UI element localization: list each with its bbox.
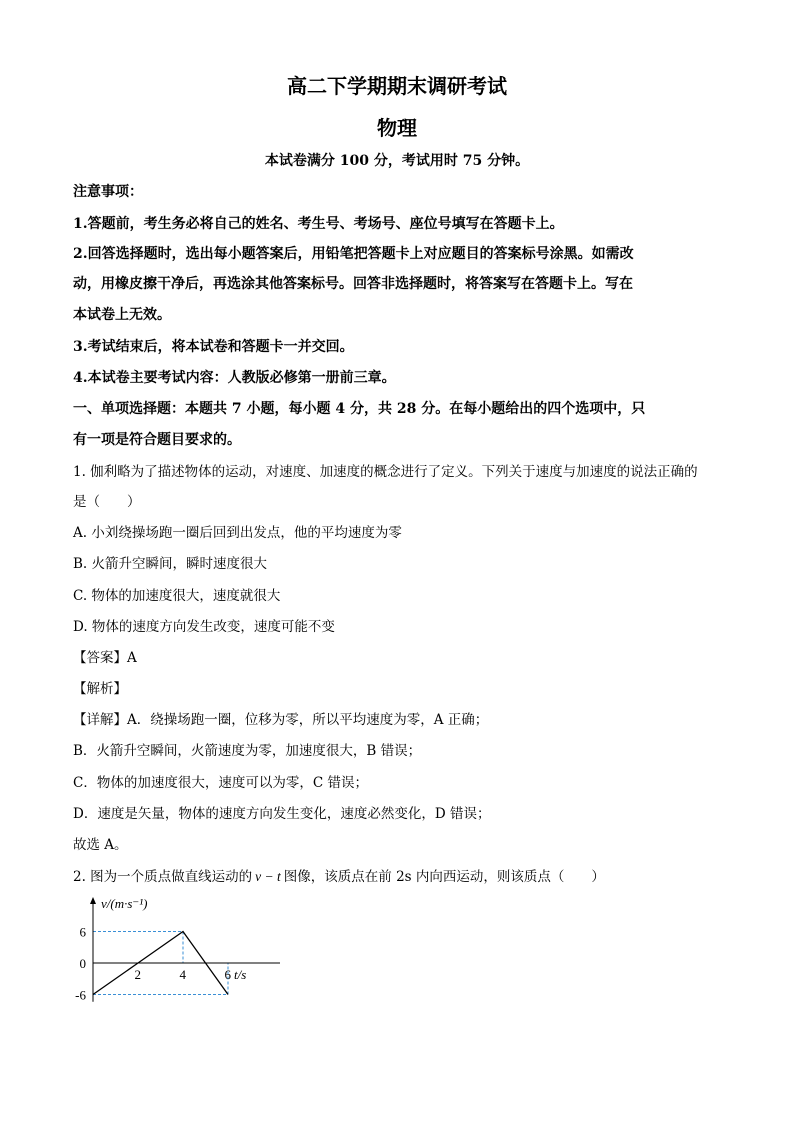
q1-conclusion: 故选 A。 bbox=[73, 837, 128, 853]
notice-heading: 注意事项： bbox=[73, 184, 143, 200]
q2-stem bbox=[73, 867, 605, 887]
exam-subtitle: 本试卷满分 100 分，考试用时 75 分钟。 bbox=[264, 153, 530, 169]
subject-title: 物理 bbox=[377, 116, 417, 140]
q1-answer: 【答案】A bbox=[73, 650, 137, 666]
section-heading-line-2: 有一项是符合题目要求的。 bbox=[73, 432, 241, 448]
y-tick-label-0: 0 bbox=[79, 956, 86, 971]
q1-option-b: B. 火箭升空瞬间，瞬时速度很大 bbox=[73, 556, 268, 572]
notice-item-2-line-1: 2.回答选择题时，选出每小题答案后，用铅笔把答题卡上对应题目的答案标号涂黑。如需改 bbox=[73, 246, 634, 262]
q1-detail-d: D．速度是矢量，物体的速度方向发生变化，速度必然变化，D 错误； bbox=[73, 806, 491, 822]
notice-item-1: 1.答题前，考生务必将自己的姓名、考生号、考场号、座位号填写在答题卡上。 bbox=[73, 216, 564, 232]
section-heading-line-1: 一、单项选择题：本题共 7 小题，每小题 4 分，共 28 分。在每小题给出的四个选项中，只 bbox=[73, 401, 646, 417]
x-tick-label-6: 6 bbox=[224, 967, 231, 982]
q1-detail-c: C．物体的加速度很大，速度可以为零，C 错误； bbox=[73, 775, 368, 791]
q1-stem-line-2: 是（ ） bbox=[73, 494, 141, 510]
notice-item-3: 3.考试结束后，将本试卷和答题卡一并交回。 bbox=[73, 339, 354, 355]
q2-stem-pre: 2. 图为一个质点做直线运动的 bbox=[73, 869, 253, 885]
q1-option-d: D. 物体的速度方向发生改变，速度可能不变 bbox=[73, 619, 335, 635]
q1-option-a: A. 小刘绕操场跑一圈后回到出发点，他的平均速度为零 bbox=[73, 525, 402, 541]
q2-stem-post: 图像，该质点在前 2s 内向西运动，则该质点（ ） bbox=[283, 869, 605, 885]
x-axis-label: t/s bbox=[234, 967, 247, 982]
y-tick-label-6: 6 bbox=[79, 924, 86, 940]
notice-item-4: 4.本试卷主要考试内容：人教版必修第一册前三章。 bbox=[73, 370, 396, 386]
q1-stem-line-1: 1. 伽利略为了描述物体的运动，对速度、加速度的概念进行了定义。下列关于速度与加速度的说法正确的 bbox=[73, 464, 698, 480]
q1-detail-a: 【详解】A．绕操场跑一圈，位移为零，所以平均速度为零，A 正确； bbox=[73, 712, 489, 728]
q1-option-c: C. 物体的加速度很大，速度就很大 bbox=[73, 588, 281, 604]
notice-item-2-line-2: 动，用橡皮擦干净后，再选涂其他答案标号。回答非选择题时，将答案写在答题卡上。写在 bbox=[73, 276, 633, 292]
q2-stem-formula: v − t bbox=[255, 869, 281, 884]
q1-detail-b: B．火箭升空瞬间，火箭速度为零，加速度很大，B 错误； bbox=[73, 743, 422, 759]
vt-chart bbox=[60, 890, 280, 1015]
x-tick-label-4: 4 bbox=[179, 967, 186, 982]
x-tick-label-2: 2 bbox=[134, 967, 141, 982]
exam-title: 高二下学期期末调研考试 bbox=[287, 74, 507, 98]
notice-item-2-line-3: 本试卷上无效。 bbox=[73, 307, 171, 323]
y-tick-label--6: -6 bbox=[75, 987, 86, 1003]
y-axis-label: v/(m·s⁻¹) bbox=[101, 896, 148, 911]
q1-analysis-label: 【解析】 bbox=[73, 681, 127, 697]
